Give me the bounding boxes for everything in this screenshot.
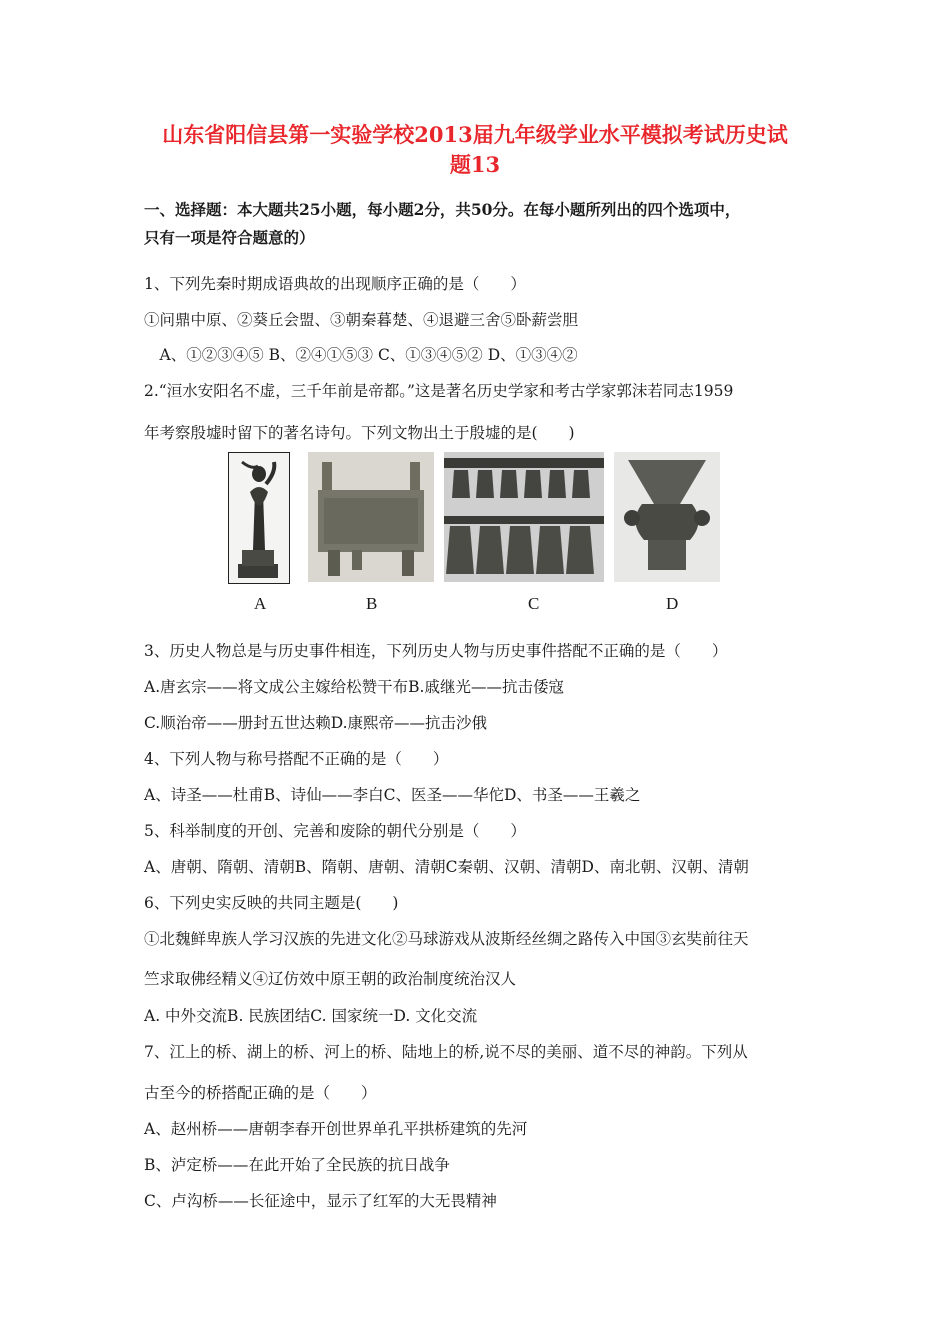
artifact-figures [216,452,732,622]
q7-stem-2: 古至今的桥搭配正确的是（ ） [144,1084,377,1102]
figure-label-a: A [254,594,267,613]
figure-label-b: B [366,594,378,613]
q7-option-b: B、泸定桥——在此开始了全民族的抗日战争 [144,1156,450,1174]
bronze-bells-image [444,452,604,582]
q3-options-2: C.顺治帝——册封五世达赖D.康熙帝——抗击沙俄 [144,714,488,732]
bronze-zun-image [614,452,720,582]
figure-label-d: D [666,594,679,613]
bronze-figure-image [228,452,290,584]
q6-options: A. 中外交流B. 民族团结C. 国家统一D. 文化交流 [144,1007,478,1025]
title-line-1: 山东省阳信县第一实验学校2013届九年级学业水平模拟考试历史试 [162,122,788,147]
q6-stem: 6、下列史实反映的共同主题是( ) [144,894,399,912]
q1-items: ①问鼎中原、②葵丘会盟、③朝秦暮楚、④退避三舍⑤卧薪尝胆 [144,311,579,329]
q4-stem: 4、下列人物与称号搭配不正确的是（ ） [144,750,449,768]
q6-items-2: 竺求取佛经精义④辽仿效中原王朝的政治制度统治汉人 [144,970,517,988]
bronze-ding-image [308,452,434,582]
q6-items-1: ①北魏鲜卑族人学习汉族的先进文化②马球游戏从波斯经丝绸之路传入中国③玄奘前往天 [144,930,749,948]
q1-options: A、①②③④⑤ B、②④①⑤③ C、①③④⑤② D、①③④② [144,346,578,364]
q5-stem: 5、科举制度的开创、完善和废除的朝代分别是（ ） [144,822,526,840]
q1-stem: 1、下列先秦时期成语典故的出现顺序正确的是（ ） [144,275,526,293]
section-heading-1: 一、选择题：本大题共25小题，每小题2分，共50分。在每小题所列出的四个选项中， [144,200,741,219]
q3-stem: 3、历史人物总是与历史事件相连，下列历史人物与历史事件搭配不正确的是（ ） [144,642,728,660]
q7-option-c: C、卢沟桥——长征途中，显示了红军的大无畏精神 [144,1192,497,1210]
title-line-2: 题13 [449,152,501,177]
q4-options: A、诗圣——杜甫B、诗仙——李白C、医圣——华佗D、书圣——王羲之 [144,786,641,804]
q7-option-a: A、赵州桥——唐朝李春开创世界单孔平拱桥建筑的先河 [144,1120,528,1138]
q2-stem-2: 年考察殷墟时留下的著名诗句。下列文物出土于殷墟的是( ) [144,424,575,442]
page-title [100,120,850,180]
figure-label-c: C [528,594,540,613]
section-heading-2: 只有一项是符合题意的） [144,228,315,247]
q7-stem-1: 7、江上的桥、湖上的桥、河上的桥、陆地上的桥,说不尽的美丽、道不尽的神韵。下列从 [144,1043,748,1061]
q2-stem-1: 2.“洹水安阳名不虚，三千年前是帝都。”这是著名历史学家和考古学家郭沫若同志1959 [144,382,734,400]
q3-options-1: A.唐玄宗——将文成公主嫁给松赞干布B.戚继光——抗击倭寇 [144,678,564,696]
q5-options: A、唐朝、隋朝、清朝B、隋朝、唐朝、清朝C秦朝、汉朝、清朝D、南北朝、汉朝、清朝 [144,858,749,876]
